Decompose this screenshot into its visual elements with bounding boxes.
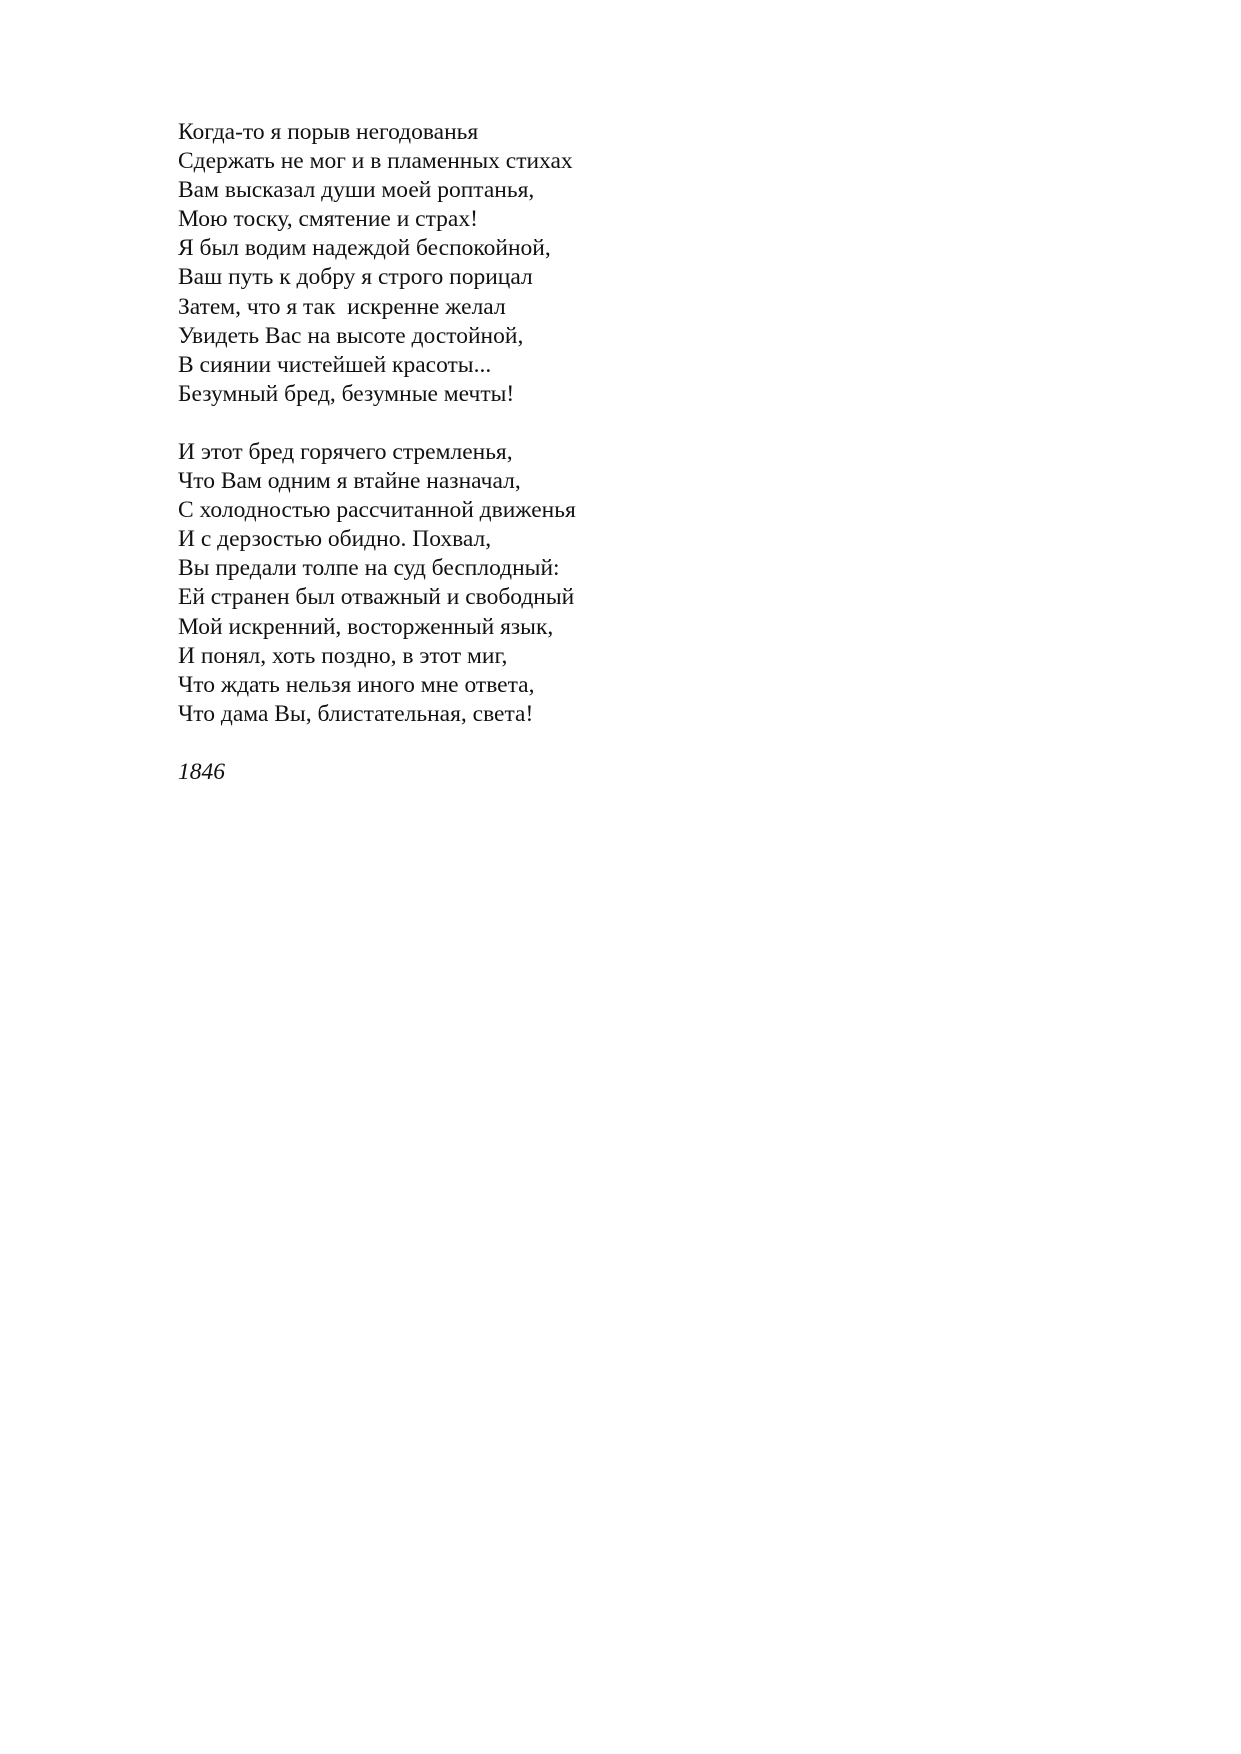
poem [178, 118, 1078, 787]
poem-line: И понял, хоть поздно, в этот миг, [178, 642, 508, 669]
poem-line: Увидеть Вас на высоте достойной, [178, 322, 524, 349]
poem-line: С холодностью рассчитанной движенья [178, 497, 576, 524]
poem-line: И этот бред горячего стремленья, [178, 438, 513, 465]
poem-line: Мой искренний, восторженный язык, [178, 613, 554, 640]
poem-line: Что дама Вы, блистательная, света! [178, 700, 534, 727]
poem-line: Вам высказал души моей роптанья, [178, 177, 535, 204]
stanza-1 [178, 118, 1078, 409]
poem-line: Что Вам одним я втайне назначал, [178, 468, 521, 495]
poem-line: Ей странен был отважный и свободный [178, 584, 575, 611]
poem-line: Безумный бред, безумные мечты! [178, 380, 515, 407]
stanza-2 [178, 438, 1078, 729]
poem-date: 1846 [178, 758, 225, 785]
poem-line: В сиянии чистейшей красоты... [178, 351, 492, 378]
poem-line: Я был водим надеждой беспокойной, [178, 235, 551, 262]
poem-line: Затем, что я так искренне желал [178, 293, 506, 320]
poem-line: Когда-то я порыв негодованья [178, 119, 479, 145]
poem-line: И с дерзостью обидно. Похвал, [178, 526, 492, 553]
poem-line: Вы предали толпе на суд бесплодный: [178, 555, 560, 582]
poem-line: Мою тоску, смятение и страх! [178, 206, 478, 233]
poem-line: Что ждать нельзя иного мне ответа, [178, 671, 535, 698]
poem-line: Сдержать не мог и в пламенных стихах [178, 148, 573, 175]
poem-line: Ваш путь к добру я строго порицал [178, 264, 533, 291]
